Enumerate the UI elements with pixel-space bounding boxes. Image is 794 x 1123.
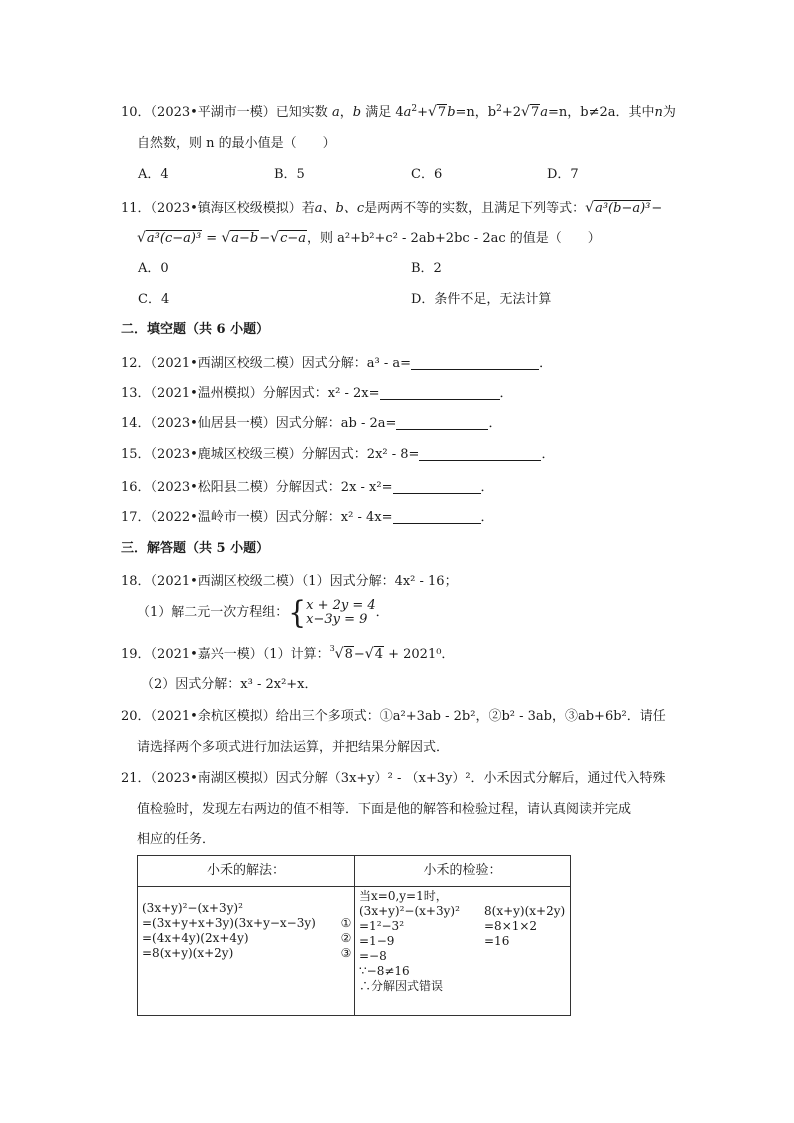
q10-option-b: B．5: [274, 167, 305, 182]
check-line: =16: [484, 934, 510, 948]
check-line: =1²−3²: [359, 919, 404, 933]
section-answer-heading: 三．解答题（共 5 小题）: [121, 541, 270, 556]
q15: 15．（2023•鹿城区校级三模）分解因式：2x² - 8= ．: [121, 447, 555, 462]
solution-line: =(3x+y+x+3y)(3x+y−x−3y): [142, 916, 316, 930]
q10-line1: 10．（2023•平湖市一模）已知实数 a，b 满足 $4a^2+√7b=n$，$b^2+2√7a=n$，b≠2a．其中n为: [121, 104, 676, 120]
equation-1: x + 2y = 4: [306, 597, 376, 613]
sqrt-7: 7: [437, 105, 447, 120]
solution-line: =8(x+y)(x+2y): [142, 946, 234, 960]
q17: 17．（2022•温岭市一模）因式分解：x² - 4x= ．: [121, 510, 494, 525]
q10-option-a: A．4: [138, 167, 169, 182]
q19-line2: （2）因式分解：x³ - 2x²+x．: [141, 677, 318, 692]
step-mark: ②: [340, 931, 352, 945]
q12: 12．（2021•西湖区校级二模）因式分解：a³ - a= ．: [121, 356, 553, 371]
check-intro: 当x=0,y=1时，: [359, 889, 448, 903]
section-fill-heading: 二．填空题（共 6 小题）: [121, 322, 270, 337]
q10-line2: 自然数，则 n 的最小值是（ ）: [137, 136, 336, 151]
q10-option-d: D．7: [547, 167, 579, 182]
xiaohe-table: [137, 855, 571, 1016]
table-head-check: 小禾的检验：: [355, 856, 571, 887]
solution-line: (3x+y)²−(x+3y)²: [142, 901, 243, 915]
equation-2: x−3y = 9: [306, 611, 368, 627]
q14: 14．（2023•仙居县一模）因式分解：ab - 2a= ．: [121, 416, 502, 431]
q21-line3: 相应的任务．: [137, 832, 216, 847]
q21-line2: 值检验时，发现左右两边的值不相等．下面是他的解答和检验过程，请认真阅读并完成: [137, 802, 632, 817]
check-line: 8(x+y)(x+2y): [484, 904, 566, 918]
q13: 13．（2021•温州模拟）分解因式：x² - 2x= ．: [121, 386, 513, 401]
solution-cell: [138, 887, 355, 1016]
q18-line1: 18．（2021•西湖区校级二模）（1）因式分解：4x² - 16；: [121, 574, 458, 589]
solution-line: =(4x+4y)(2x+4y): [142, 931, 249, 945]
q11-option-b: B．2: [411, 261, 442, 276]
check-line: =8×1×2: [484, 919, 538, 933]
check-line: (3x+y)²−(x+3y)²: [359, 904, 460, 918]
table-head-solution: 小禾的解法：: [138, 856, 355, 887]
q10-option-c: C．6: [411, 167, 443, 182]
q11-option-d: D．条件不足，无法计算: [411, 292, 552, 307]
q18-line2: （1）解二元一次方程组：{x + 2y = 4 x−3y = 9 ．: [137, 593, 389, 631]
step-mark: ①: [340, 916, 352, 930]
q19-line1: 19．（2021•嘉兴一模）（1）计算：$^3$√8−√4 + 2021⁰．: [121, 644, 455, 662]
q11-line1: 11．（2023•镇海区校级模拟）若a、b、c是两两不等的实数，且满足下列等式：√a³(b−a)³−: [121, 200, 663, 216]
check-line: =1−9: [359, 934, 395, 948]
check-line: =−8: [359, 949, 387, 963]
q21-line1: 21．（2023•南湖区模拟）因式分解（3x+y）² - （x+3y）²．小禾因式分解后，通过代入特殊: [121, 771, 666, 786]
check-line: ∴分解因式错误: [359, 979, 444, 993]
q11-line2: √a³(c−a)³ = √a−b−√c−a，则 a²+b²+c² - 2ab+2bc - 2ac 的值是（ ）: [137, 230, 601, 246]
q11-option-a: A．0: [138, 261, 169, 276]
check-line: ∵−8≠16: [359, 964, 410, 978]
q20-line2: 请选择两个多项式进行加法运算，并把结果分解因式．: [137, 740, 450, 755]
step-mark: ③: [340, 946, 352, 960]
check-cell: [355, 887, 571, 1016]
q11-option-c: C．4: [138, 292, 170, 307]
q20-line1: 20．（2021•余杭区模拟）给出三个多项式：①a²+3ab - 2b²，②b² - 3ab，③ab+6b²．请任: [121, 709, 666, 724]
q16: 16．（2023•松阳县二模）分解因式：2x - x²= ．: [121, 480, 494, 495]
